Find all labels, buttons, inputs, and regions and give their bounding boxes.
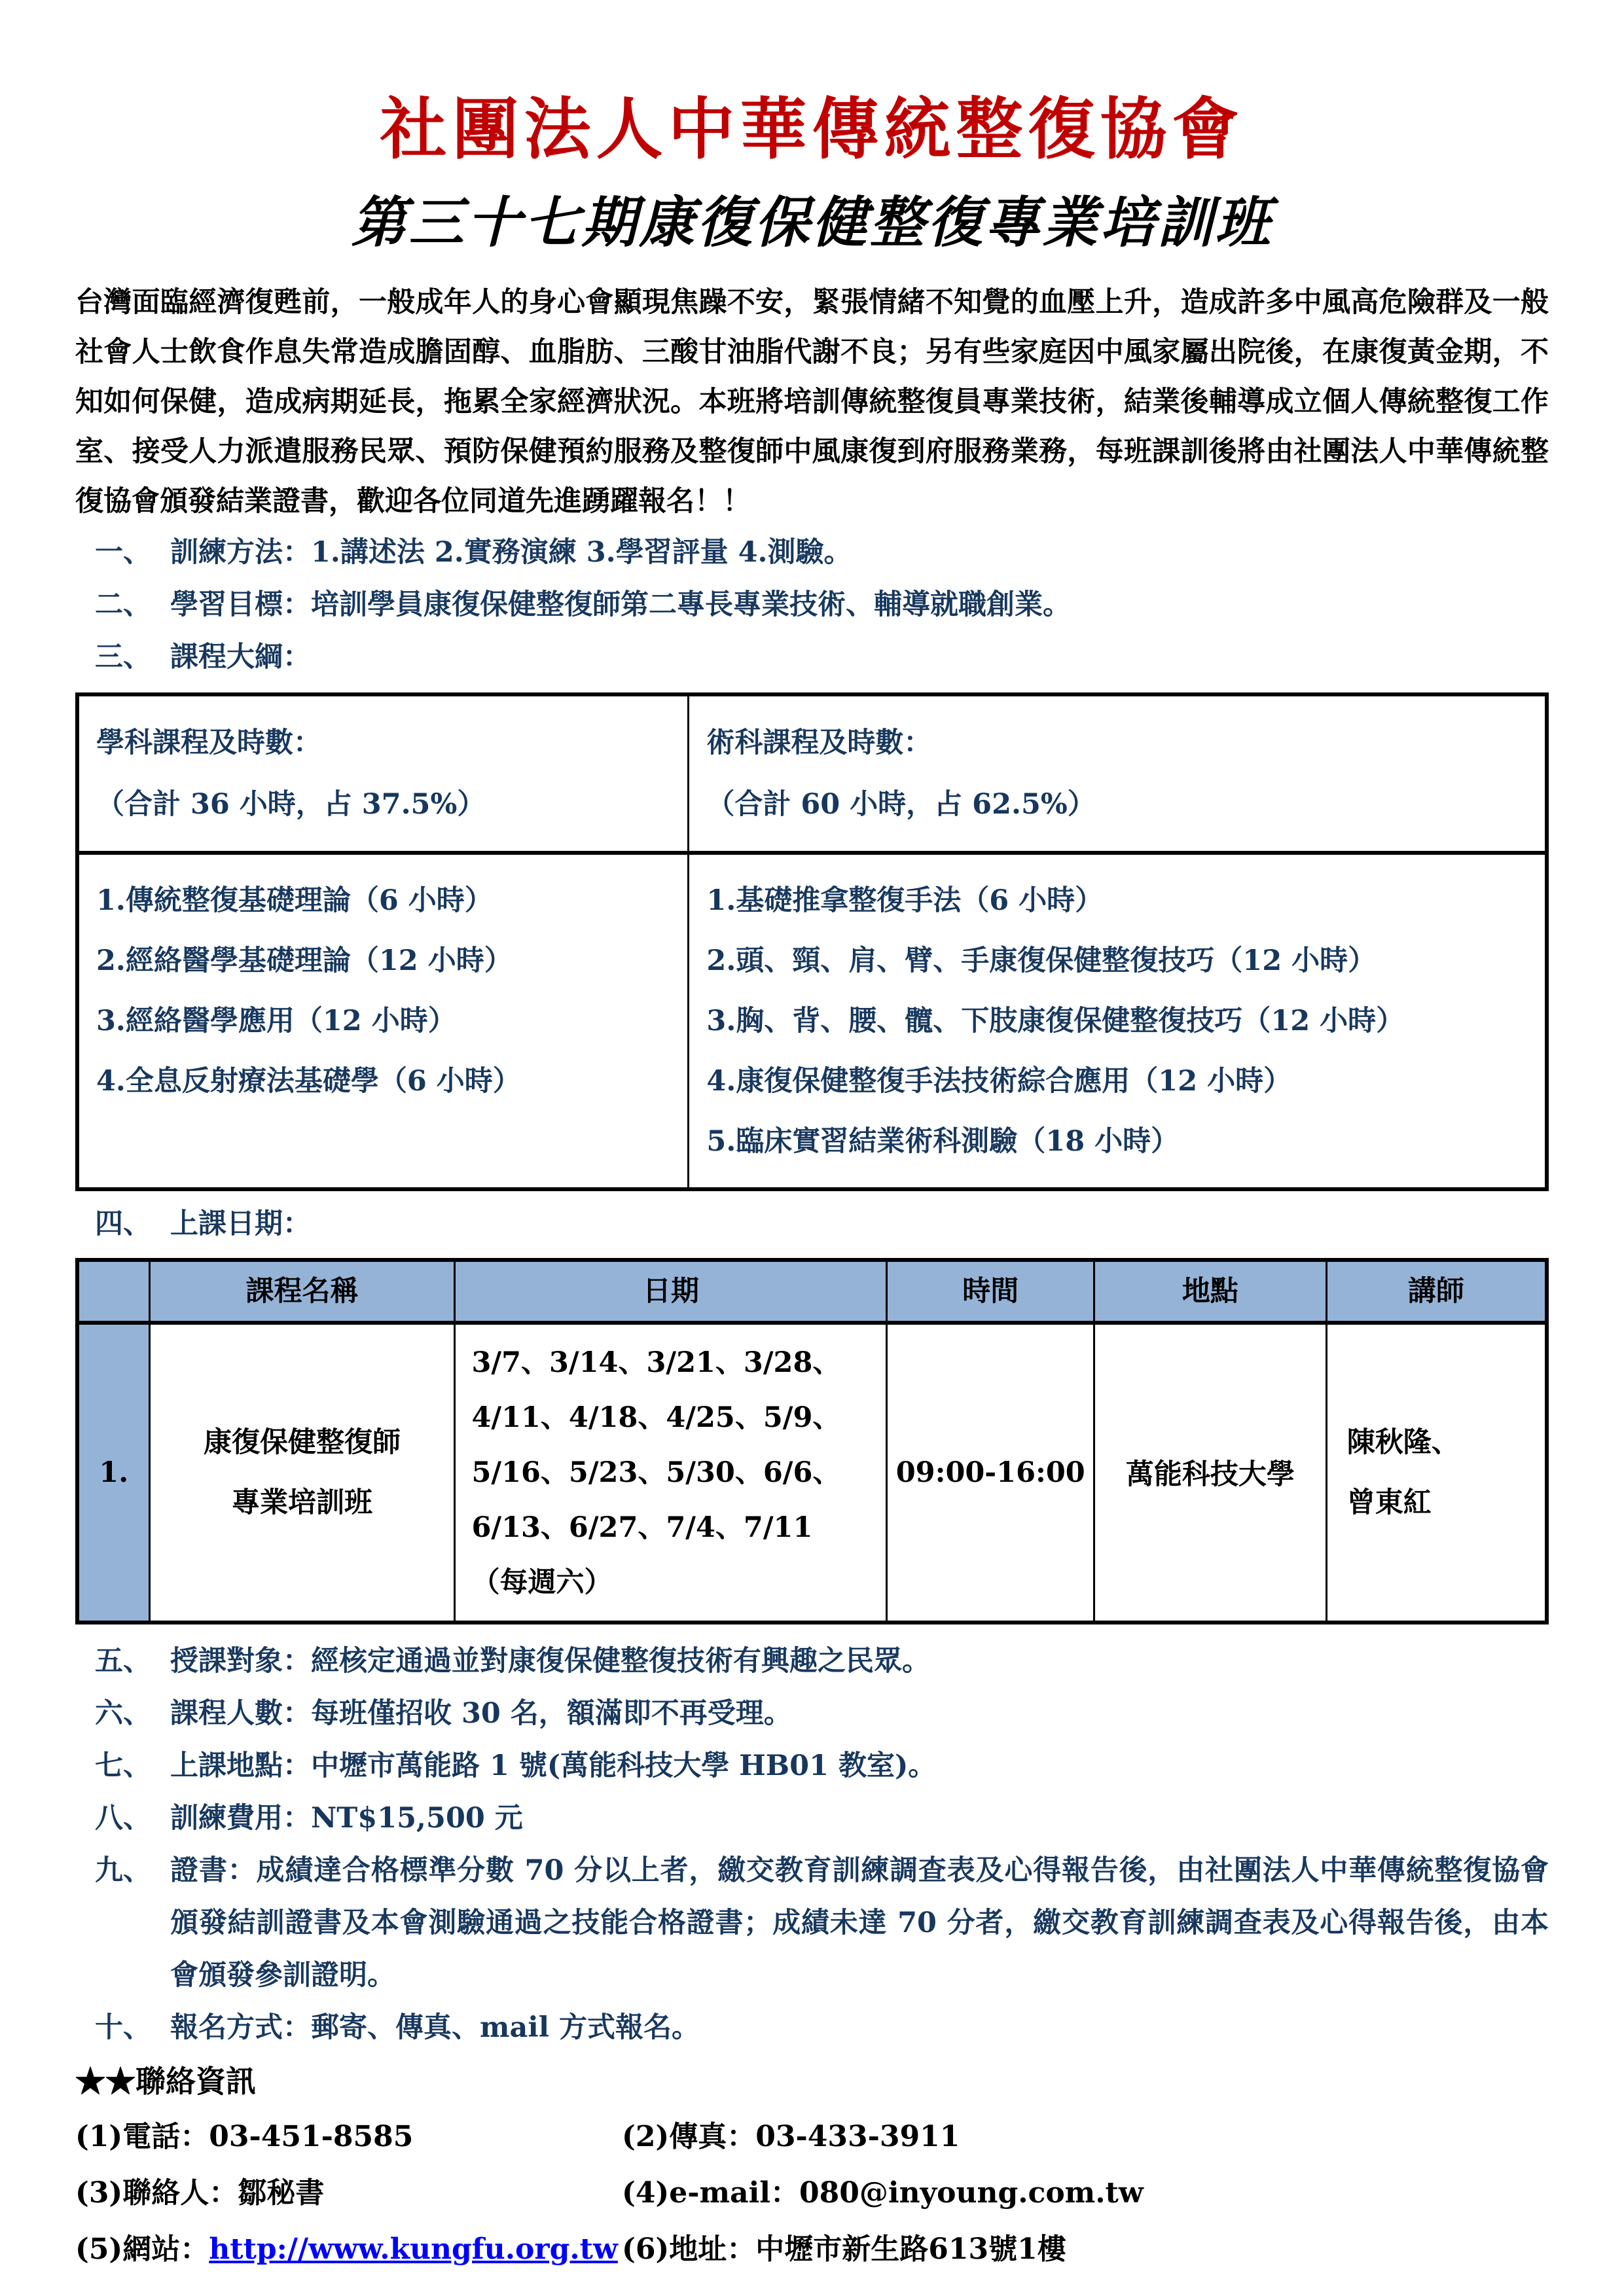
- contact-info-grid: [75, 2109, 1549, 2278]
- contact-fax: (2)傳真：03-433-3911: [622, 2119, 960, 2153]
- practical-header-line1: 術科課程及時數：: [706, 726, 932, 759]
- date-line-5: （每週六）: [471, 1566, 613, 1599]
- contact-address: (6)地址：中壢市新生路613號1樓: [622, 2232, 1066, 2266]
- item-text: 上課地點：中壢市萬能路 1 號(萬能科技大學 HB01 教室)。: [170, 1749, 937, 1782]
- course-name-line1: 康復保健整復師: [203, 1426, 401, 1459]
- curriculum-practical-list: [689, 853, 1547, 1189]
- item-number: 八、: [95, 1801, 151, 1835]
- date-line-1: 3/7、3/14、3/21、3/28、: [471, 1346, 841, 1379]
- practical-course-5: 5.臨床實習結業術科測驗（18 小時）: [706, 1124, 1180, 1158]
- contact-email: (4)e-mail：080@inyoung.com.tw: [622, 2176, 1144, 2210]
- date-line-2: 4/11、4/18、4/25、5/9、: [471, 1401, 841, 1434]
- item-registration-method: [75, 2001, 1549, 2054]
- academic-header-line1: 學科課程及時數：: [96, 726, 321, 759]
- teacher-line1: 陳秋隆、: [1346, 1426, 1460, 1459]
- schedule-header-row: [77, 1260, 1547, 1323]
- schedule-cell-dates: [455, 1323, 887, 1623]
- schedule-row-1: [77, 1323, 1547, 1623]
- course-session-title: 第三十七期康復保健整復專業培訓班: [351, 189, 1273, 255]
- schedule-header-teacher: 講師: [1326, 1260, 1547, 1323]
- schedule-cell-time: 09:00-16:00: [887, 1323, 1094, 1623]
- item-text: 課程大綱：: [170, 640, 311, 673]
- academic-course-3: 3.經絡醫學應用（12 小時）: [96, 1004, 456, 1037]
- schedule-cell-rownum: 1.: [77, 1323, 149, 1623]
- schedule-header-time: 時間: [887, 1260, 1094, 1323]
- item-text: 訓練方法：1.講述法 2.實務演練 3.學習評量 4.測驗。: [170, 535, 852, 569]
- item-certificate: [75, 1844, 1549, 2001]
- item-class-location: [75, 1740, 1549, 1792]
- item-curriculum-outline: [75, 631, 1549, 683]
- item-text: 證書：成績達合格標準分數 70 分以上者，繳交教育訓練調查表及心得報告後，由社團法人中華傳統整復協會頒發結訓證書及本會測驗通過之技能合格證書；成績未達 70 分者，繳交教育訓練調查表及心得報告後，由本會頒發參訓證明。: [170, 1854, 1549, 1992]
- item-number: 三、: [95, 640, 151, 673]
- schedule-cell-teacher: [1326, 1323, 1547, 1623]
- date-line-3: 5/16、5/23、5/30、6/6、: [471, 1456, 841, 1489]
- schedule-table: [75, 1258, 1549, 1624]
- schedule-header-date: 日期: [455, 1260, 887, 1323]
- schedule-cell-place: 萬能科技大學: [1094, 1323, 1327, 1623]
- association-title: 社團法人中華傳統整復協會: [380, 90, 1244, 169]
- practical-course-2: 2.頭、頸、肩、臂、手康復保健整復技巧（12 小時）: [706, 944, 1377, 977]
- item-class-dates: [75, 1198, 1549, 1250]
- date-line-4: 6/13、6/27、7/4、7/11: [471, 1511, 813, 1544]
- item-number: 五、: [95, 1644, 151, 1677]
- item-training-fee: [75, 1792, 1549, 1844]
- item-text: 報名方式：郵寄、傳真、mail 方式報名。: [170, 2011, 700, 2044]
- curriculum-header-practical: [689, 694, 1547, 853]
- practical-course-1: 1.基礎推拿整復手法（6 小時）: [706, 884, 1104, 917]
- teacher-line2: 曾東紅: [1346, 1486, 1432, 1519]
- item-number: 一、: [95, 535, 151, 569]
- curriculum-table: [75, 692, 1549, 1191]
- schedule-header-course: 課程名稱: [149, 1260, 455, 1323]
- contact-heading: ★★聯絡資訊: [75, 2063, 256, 2099]
- item-number: 九、: [95, 1854, 151, 1887]
- academic-header-line2: （合計 36 小時，占 37.5%）: [96, 787, 486, 821]
- item-learning-goal: [75, 579, 1549, 631]
- item-class-size: [75, 1687, 1549, 1740]
- curriculum-body-row: [77, 853, 1547, 1189]
- course-name-line2: 專業培訓班: [231, 1486, 372, 1519]
- practical-header-line2: （合計 60 小時，占 62.5%）: [706, 787, 1096, 821]
- academic-course-1: 1.傳統整復基礎理論（6 小時）: [96, 884, 493, 917]
- item-text: 課程人數：每班僅招收 30 名，額滿即不再受理。: [170, 1696, 792, 1730]
- item-text: 學習目標：培訓學員康復保健整復師第二專長專業技術、輔導就職創業。: [170, 588, 1071, 621]
- item-text: 授課對象：經核定通過並對康復保健整復技術有興趣之民眾。: [170, 1644, 930, 1677]
- item-number: 六、: [95, 1696, 151, 1730]
- practical-course-4: 4.康復保健整復手法技術綜合應用（12 小時）: [706, 1064, 1292, 1098]
- item-number: 十、: [95, 2011, 151, 2044]
- schedule-header-no: [77, 1260, 149, 1323]
- curriculum-header-academic: [77, 694, 689, 853]
- item-number: 二、: [95, 588, 151, 621]
- item-number: 四、: [95, 1207, 151, 1240]
- item-number: 七、: [95, 1749, 151, 1782]
- item-text: 訓練費用：NT$15,500 元: [170, 1801, 523, 1835]
- item-text: 上課日期：: [170, 1207, 311, 1240]
- academic-course-2: 2.經絡醫學基礎理論（12 小時）: [96, 944, 513, 977]
- practical-course-3: 3.胸、背、腰、髖、下肢康復保健整復技巧（12 小時）: [706, 1004, 1405, 1037]
- academic-course-4: 4.全息反射療法基礎學（6 小時）: [96, 1064, 521, 1098]
- contact-person: (3)聯絡人：鄒秘書: [75, 2176, 325, 2210]
- item-training-method: [75, 526, 1549, 579]
- website-link[interactable]: http://www.kungfu.org.tw: [209, 2232, 618, 2266]
- intro-paragraph: 台灣面臨經濟復甦前，一般成年人的身心會顯現焦躁不安，緊張情緒不知覺的血壓上升，造成許多中風高危險群及一般社會人士飲食作息失常造成膽固醇、血脂肪、三酸甘油脂代謝不良；另有些家庭因中風家屬出院後，在康復黃金期，不知如何保健，造成病期延長，拖累全家經濟狀況。本班將培訓傳統整復員專業技術，結業後輔導成立個人傳統整復工作室、接受人力派遣服務民眾、預防保健預約服務及整復師中風康復到府服務業務，每班課訓後將由社團法人中華傳統整復協會頒發結業證書，歡迎各位同道先進踴躍報名！！: [75, 285, 1549, 518]
- item-target-audience: [75, 1635, 1549, 1687]
- contact-website: [75, 2221, 622, 2278]
- curriculum-header-row: [77, 694, 1547, 853]
- contact-phone: (1)電話：03-451-8585: [75, 2119, 414, 2153]
- schedule-cell-course: [149, 1323, 455, 1623]
- contact-website-label: (5)網站：: [75, 2232, 209, 2266]
- schedule-header-place: 地點: [1094, 1260, 1327, 1323]
- curriculum-academic-list: [77, 853, 689, 1189]
